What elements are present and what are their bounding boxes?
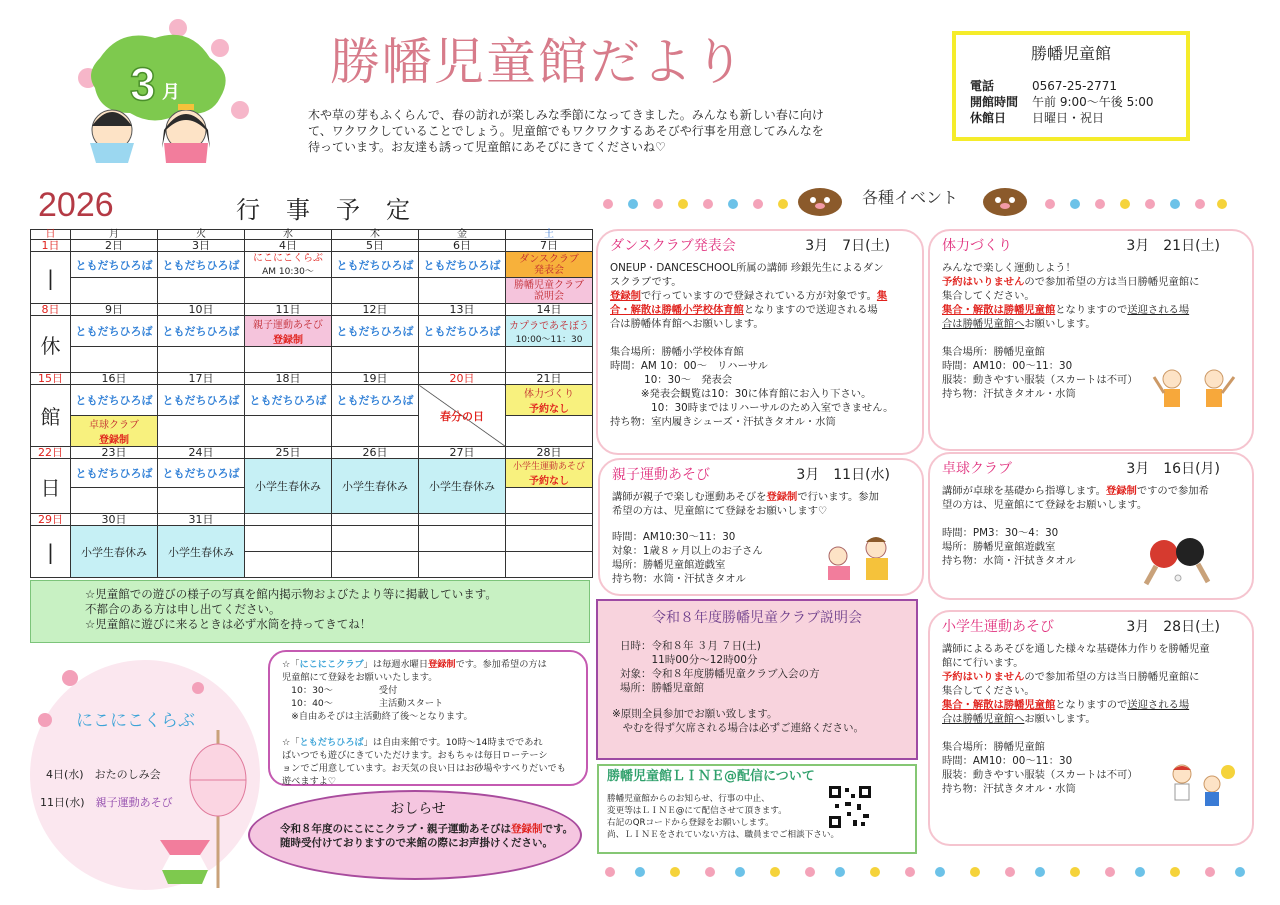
date-cell: 18日	[245, 373, 332, 385]
panel-details: 時間：PM3：30〜4：30 場所：勝幡児童館遊戯室 持ち物：水筒・汗拭きタオル	[942, 527, 1076, 567]
panel-details: 集合場所：勝幡小学校体育館 時間：AM 10：00〜 リハーサル 10：30〜 発表会 ※発表会観覧は10：30に体育館にお入り下さい。 10：30時まではリハーサルのため入室できません。 持ち物：室内履きシューズ・汗拭きタオル・水筒	[610, 346, 894, 428]
panel-note: ※原則全員参加でお願い致します。 やむを得ず欠席される場合は必ずご連絡ください。	[612, 708, 864, 734]
date-cell: 29日	[31, 514, 71, 526]
date-cell: 23日	[71, 447, 158, 459]
event-tomodachi: ともだちひろば	[75, 394, 153, 407]
panel-text: 講師が親子で楽しむ運動あそびを登録制で行います。参加 希望の方は、児童館にて登録をお願いします♡	[612, 491, 879, 517]
date-cell: 22日	[31, 447, 71, 459]
weekday-thu: 木	[332, 230, 419, 240]
panel-details: 時間：AM10:30〜11：30 対象：1歳８ヶ月以上のお子さん 場所：勝幡児童館遊戯室 持ち物：水筒・汗拭きタオル	[612, 531, 763, 585]
event-club-setsumei: 勝幡児童クラブ 説明会	[506, 278, 593, 304]
panel-title: ダンスクラブ発表会	[610, 238, 736, 254]
notice-title: おしらせ	[390, 801, 446, 817]
intro-text: 木や草の芽もふくらんで、春の訪れが楽しみな季節になってきました。みんなも新しい春に向け て、ワクワクしていることでしょう。児童館でもワクワクするあそびや行事を用意してみんなを 待っています。お友達も誘って児童館にあそびにきてくださいね♡	[308, 108, 824, 154]
closed-day-marker: 日	[31, 459, 71, 514]
date-cell: 7日	[506, 240, 593, 252]
date-cell: 25日	[245, 447, 332, 459]
calendar-heading: 行事予定	[236, 196, 436, 224]
panel-takkyu	[928, 452, 1254, 600]
date-cell: 21日	[506, 373, 593, 385]
ping-pong-icon	[1142, 534, 1212, 588]
panel-date: 3月 11日(水)	[796, 467, 890, 483]
event-tomodachi: ともだちひろば	[162, 394, 240, 407]
date-cell: 24日	[158, 447, 245, 459]
qr-code-icon[interactable]	[827, 784, 873, 830]
notice-box: ☆児童館での遊びの様子の写真を館内掲示物およびたより等に掲載しています。 不都合のある方は申し出てください。 ☆児童館に遊びに来るときは必ず水筒を持ってきてね！	[30, 580, 590, 643]
event-tomodachi: ともだちひろば	[162, 467, 240, 480]
panel-text: 講師によるあそびを通した様々な基礎体力作りを勝幡児童 館にて行います。	[942, 643, 1210, 669]
date-cell: 31日	[158, 514, 245, 526]
club-event-1: 4日(水) おたのしみ会	[46, 768, 161, 781]
event-dance: ダンスクラブ 発表会	[506, 252, 593, 278]
date-cell: 4日	[245, 240, 332, 252]
panel-text: みんなで楽しく運動しよう！	[942, 262, 1076, 274]
panel-date: 3月 28日(土)	[1126, 619, 1220, 635]
flower-border-icon	[598, 192, 798, 218]
panel-text: 講師が卓球を基礎から指導します。登録制ですので参加希 望の方は、児童館にて登録をお願いします。	[942, 485, 1209, 511]
event-tomodachi: ともだちひろば	[423, 258, 501, 272]
date-cell: 9日	[71, 304, 158, 316]
date-cell: 10日	[158, 304, 245, 316]
panel-title: 小学生運動あそび	[942, 619, 1054, 635]
phone-row: 電話 0567-25-2771	[970, 79, 1118, 93]
event-time: AM 10:30〜	[262, 266, 314, 277]
event-spring-break: 小学生春休み	[158, 526, 245, 578]
panel-title: 令和８年度勝幡児童クラブ説明会	[652, 610, 862, 626]
event-tomodachi: ともだちひろば	[336, 394, 414, 407]
weekday-mon: 月	[71, 230, 158, 240]
notice-body: 令和８年度のにこにこクラブ・親子運動あそびは登録制です。 随時受付けておりますので来館の際にお声掛けください。	[280, 823, 574, 849]
date-cell: 2日	[71, 240, 158, 252]
panel-title: 体力づくり	[942, 238, 1012, 254]
date-cell: 1日	[31, 240, 71, 252]
club-event-2: 11日(水) 親子運動あそび	[40, 796, 173, 809]
panel-text: 登録制で行っていますので登録されている方が対象です。集 合・解散は勝幡小学校体育館となりますので送迎される場 合は勝幡体育館へお願いします。	[610, 290, 888, 330]
event-calendar	[30, 229, 593, 578]
event-tairyoku: 体力づくり	[524, 389, 574, 400]
event-nikoniko: にこにこくらぶ	[253, 252, 323, 264]
parent-child-icon	[816, 536, 900, 586]
panel-details: 集合場所：勝幡児童館 時間：AM10：00〜11：30 服装：動きやすい服装（スカートは不可） 持ち物：汗拭きタオル・水筒	[942, 346, 1138, 400]
date-cell: 8日	[31, 304, 71, 316]
event-tomodachi: ともだちひろば	[162, 325, 240, 338]
event-spring-break: 小学生春休み	[71, 526, 158, 578]
exercising-children-icon	[1152, 367, 1236, 423]
panel-text: 勝幡児童館からのお知らせ、行事の中止、 変更等はＬＩＮＥ@にて配信させて頂きます。 右記のQRコードから登録をお願いします。 尚、ＬＩＮＥをされていない方は、職員までご相談下さい。	[607, 794, 840, 840]
date-cell: 13日	[419, 304, 506, 316]
event-registration: 登録制	[99, 435, 129, 446]
event-tomodachi: ともだちひろば	[336, 258, 414, 272]
event-time: 10:00〜11：30	[515, 335, 583, 345]
hours-row: 開館時間 午前 9:00〜午後 5:00	[970, 95, 1154, 109]
closed-day-marker: 休	[31, 316, 71, 373]
panel-dance	[596, 229, 924, 455]
date-cell: 3日	[158, 240, 245, 252]
facility-name: 勝幡児童館	[1030, 44, 1111, 63]
event-tomodachi: ともだちひろば	[249, 394, 327, 407]
panel-text: 予約はいりませんので参加希望の方は当日勝幡児童館に 集合してください。	[942, 671, 1200, 697]
panel-title: 親子運動あそび	[612, 467, 710, 483]
event-tomodachi: ともだちひろば	[423, 325, 501, 338]
event-holiday: 春分の日	[440, 409, 484, 423]
kids-ball-icon	[1162, 762, 1238, 818]
panel-text: 予約はいりませんので参加希望の方は当日勝幡児童館に 集合してください。	[942, 276, 1200, 302]
event-tomodachi: ともだちひろば	[75, 325, 153, 338]
panel-shogakusei	[928, 610, 1254, 846]
date-cell: 12日	[332, 304, 419, 316]
event-tomodachi: ともだちひろば	[336, 325, 414, 338]
date-cell: 14日	[506, 304, 593, 316]
event-no-reservation: 予約なし	[529, 404, 569, 415]
events-heading: 各種イベント	[861, 188, 958, 207]
date-cell: 26日	[332, 447, 419, 459]
panel-text: 集合・解散は勝幡児童館となりますので送迎される場 合は勝幡児童館へお願いします。	[942, 304, 1190, 330]
date-cell: 17日	[158, 373, 245, 385]
event-spring-break: 小学生春休み	[332, 459, 419, 514]
svg-text:月: 月	[162, 82, 180, 103]
date-cell: 30日	[71, 514, 158, 526]
event-oyako: 親子運動あそび	[253, 320, 323, 331]
panel-text: ONEUP・DANCESCHOOL所属の講師 珍銀先生によるダン スクラブです。	[610, 262, 884, 288]
svg-text:3: 3	[130, 58, 156, 110]
weekday-fri: 金	[419, 230, 506, 240]
date-cell: 5日	[332, 240, 419, 252]
month-badge	[60, 18, 250, 163]
weekday-tue: 火	[158, 230, 245, 240]
date-cell: 11日	[245, 304, 332, 316]
calendar-year: 2026	[38, 186, 114, 224]
weekday-sun: 日	[31, 230, 71, 240]
panel-date: 3月 21日(土)	[1126, 238, 1220, 254]
event-registration: 登録制	[273, 335, 303, 346]
club-note: ☆「にこにこクラブ」は毎週水曜日登録制です。参加希望の方は 児童館にて登録をお願いいたします。 10：30〜 受付 10：40〜 主活動スタート ※自由あそびは主活動終了後〜となります。 ☆「ともだちひろば」は自由来館です。10時〜14時までであれ ばいつでも遊びにきていただけます。おもちゃは毎日ローテーシ ョンでご用意しています。お天気の良い日はお砂場やすべりだいでも 遊べますよ♡	[268, 650, 588, 786]
panel-details: 集合場所：勝幡児童館 時間：AM10：00〜11：30 服装：動きやすい服装（スカートは不可） 持ち物：汗拭きタオル・水筒	[942, 741, 1138, 795]
panel-date: 3月 7日(土)	[805, 238, 890, 254]
date-cell: 6日	[419, 240, 506, 252]
event-tomodachi: ともだちひろば	[75, 467, 153, 480]
date-cell: 16日	[71, 373, 158, 385]
panel-line	[597, 764, 917, 854]
event-tomodachi: ともだちひろば	[162, 258, 240, 272]
closed-day-marker: |	[31, 252, 71, 304]
date-cell: 27日	[419, 447, 506, 459]
closed-row: 休館日 日曜日・祝日	[970, 111, 1105, 125]
flower-border-icon	[600, 860, 1260, 886]
panel-text: 集合・解散は勝幡児童館となりますので送迎される場 合は勝幡児童館へお願いします。	[942, 699, 1190, 725]
panel-text: 日時：令和８年 ３月 ７日(土) 11時00分〜12時00分 対象：令和８年度勝幡児童クラブ入会の方 場所：勝幡児童館	[620, 640, 820, 694]
panel-date: 3月 16日(月)	[1126, 461, 1220, 477]
panel-club-setsumei	[596, 599, 918, 760]
weekday-sat: 土	[506, 230, 593, 240]
date-cell: 15日	[31, 373, 71, 385]
weekday-wed: 水	[245, 230, 332, 240]
flower-border-icon	[1040, 192, 1230, 218]
notice-oval	[248, 790, 582, 880]
page-title: 勝幡児童館だより	[330, 33, 746, 91]
info-box	[952, 31, 1190, 141]
closed-day-marker: 館	[31, 385, 71, 447]
event-no-reservation: 予約なし	[529, 476, 569, 487]
date-cell: 20日	[419, 373, 506, 385]
event-tomodachi: ともだちひろば	[75, 258, 153, 272]
event-takkyu: 卓球クラブ	[89, 420, 139, 431]
weekday-row	[31, 230, 593, 240]
panel-tairyoku	[928, 229, 1254, 451]
club-title: にこにこくらぶ	[76, 711, 195, 731]
panel-oyako	[598, 458, 924, 596]
date-cell: 19日	[332, 373, 419, 385]
event-spring-break: 小学生春休み	[419, 459, 506, 514]
event-shogakusei: 小学生運動あそび	[512, 462, 585, 472]
panel-title: 卓球クラブ	[942, 461, 1012, 477]
date-cell: 28日	[506, 447, 593, 459]
panel-title: 勝幡児童館ＬＩＮＥ@配信について	[607, 769, 815, 784]
event-spring-break: 小学生春休み	[245, 459, 332, 514]
event-kapura: カプラであそぼう	[509, 321, 589, 332]
closed-day-marker: |	[31, 526, 71, 578]
